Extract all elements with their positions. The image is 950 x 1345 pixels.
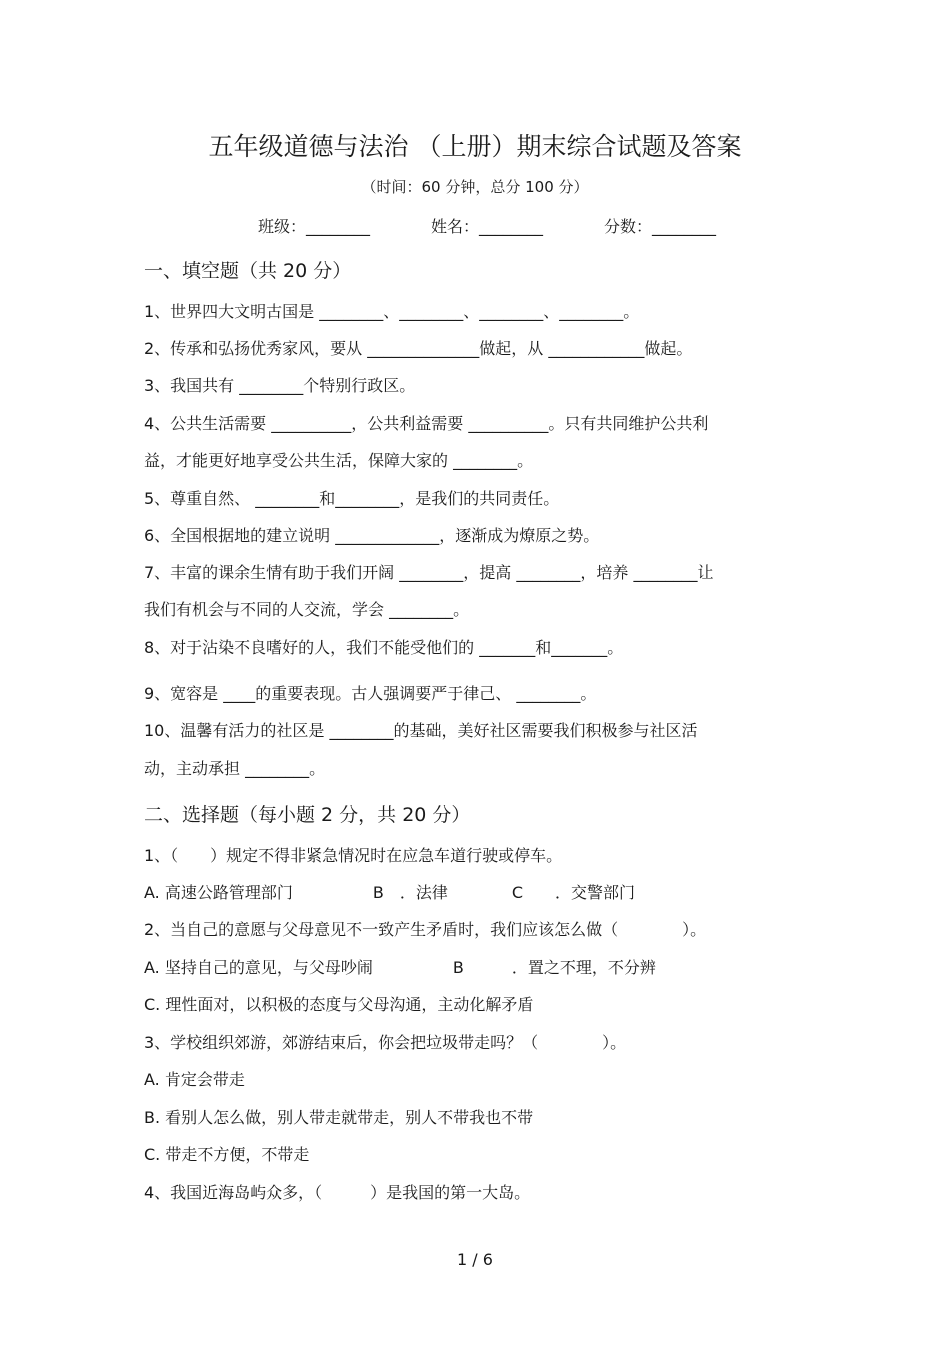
section1-heading: 一、填空题（共 20 分） xyxy=(144,260,352,282)
question-line: 3、学校组织郊游，郊游结束后，你会把垃圾带走吗？（ ）。 xyxy=(144,1033,627,1052)
question-line: 9、宽容是 ____的重要表现。古人强调要严于律己、 ________。 xyxy=(144,684,597,703)
question-line: 益，才能更好地享受公共生活，保障大家的 ________。 xyxy=(144,451,534,470)
class-field: 班级：________ xyxy=(258,217,371,236)
option-line: A. 坚持自己的意见，与父母吵闹 B ．置之不理，不分辨 xyxy=(144,958,656,977)
question-line: 1、世界四大文明古国是 ________、________、________、________。 xyxy=(144,302,640,321)
question-line: 7、丰富的课余生情有助于我们开阔 ________，提高 ________，培养 ________让 xyxy=(144,563,714,582)
question-line: 4、我国近海岛屿众多，（ ）是我国的第一大岛。 xyxy=(144,1183,531,1202)
page-number: 1 / 6 xyxy=(457,1250,493,1269)
page-title: 五年级道德与法治 （上册）期末综合试题及答案 xyxy=(208,132,742,161)
score-field: 分数：________ xyxy=(604,217,717,236)
question-line: 动，主动承担 ________。 xyxy=(144,759,326,778)
question-line: 8、对于沾染不良嗜好的人，我们不能受他们的 _______和_______。 xyxy=(144,638,624,657)
option-line: B. 看别人怎么做，别人带走就带走，别人不带我也不带 xyxy=(144,1108,534,1127)
question-line: 3、我国共有 ________个特别行政区。 xyxy=(144,376,416,395)
section2-heading: 二、选择题（每小题 2 分，共 20 分） xyxy=(144,804,471,826)
question-line: 2、传承和弘扬优秀家风，要从 ______________做起，从 ____________做起。 xyxy=(144,339,693,358)
question-line: 2、当自己的意愿与父母意见不一致产生矛盾时，我们应该怎么做（ ）。 xyxy=(144,920,707,939)
option-line: C. 理性面对，以积极的态度与父母沟通，主动化解矛盾 xyxy=(144,995,534,1014)
option-line: A. 肯定会带走 xyxy=(144,1070,245,1089)
question-line: 4、公共生活需要 __________，公共利益需要 __________。只有共同维护公共利 xyxy=(144,414,709,433)
option-line: A. 高速公路管理部门 B ．法律 C ．交警部门 xyxy=(144,883,635,902)
question-line: 10、温馨有活力的社区是 ________的基础，美好社区需要我们积极参与社区活 xyxy=(144,721,698,740)
question-line: 5、尊重自然、 ________和________，是我们的共同责任。 xyxy=(144,489,560,508)
question-line: 我们有机会与不同的人交流，学会 ________。 xyxy=(144,600,470,619)
option-line: C. 带走不方便，不带走 xyxy=(144,1145,310,1164)
question-line: 1、（ ）规定不得非紧急情况时在应急车道行驶或停车。 xyxy=(144,846,563,865)
name-field: 姓名：________ xyxy=(431,217,544,236)
exam-duration-note: （时间：60 分钟，总分 100 分） xyxy=(361,178,589,196)
question-line: 6、全国根据地的建立说明 _____________，逐渐成为燎原之势。 xyxy=(144,526,600,545)
